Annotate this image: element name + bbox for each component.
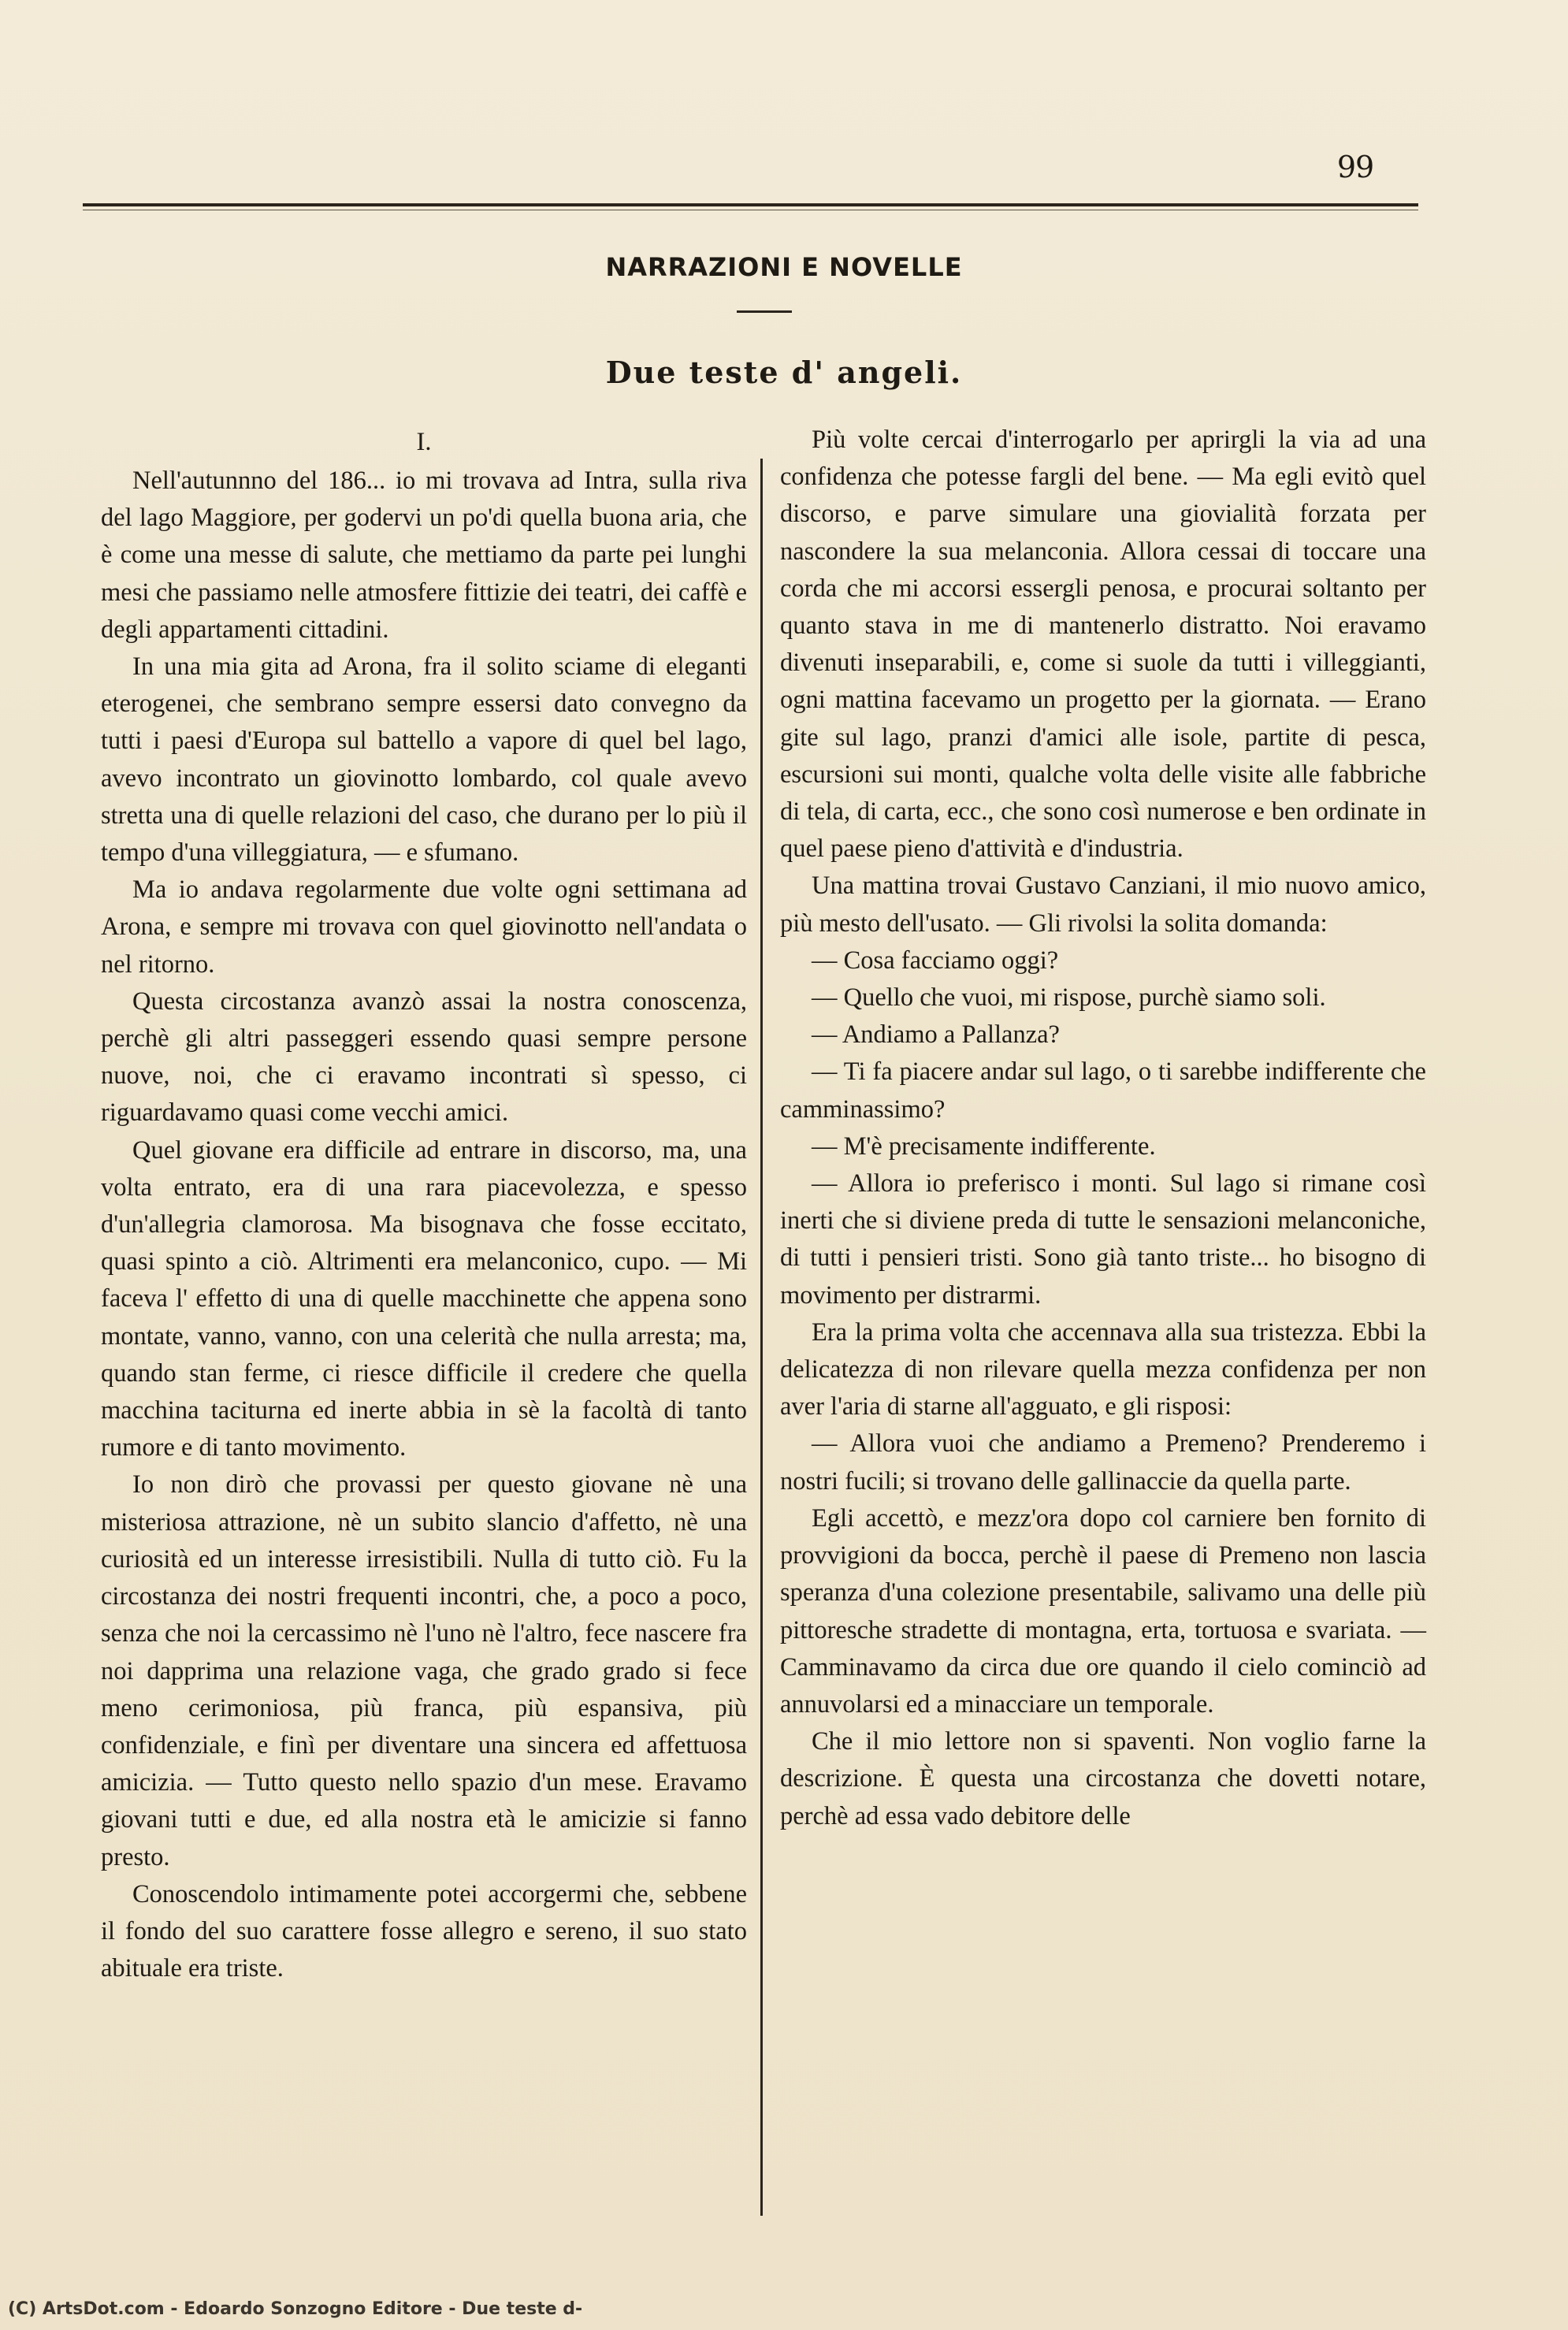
paragraph: Io non dirò che provassi per questo giovane nè una misteriosa attrazione, nè un subito slancio d'affetto, nè una curiosità ed un interesse irresistibili. Nulla di tutto ciò. Fu la circostanza dei nostri frequenti incontri, che, a poco a poco, senza che noi la cercassimo nè l'uno nè l'altro, fece nascere fra noi dapprima una relazione vaga, che grado grado si fece meno cerimoniosa, più franca, più espansiva, più confidenziale, e finì per diventare una sincera ed affettuosa amicizia. — Tutto questo nello spazio d'un mese. Eravamo giovani tutti e due, ed alla nostra età le amicizie si fanno presto. — [101, 1470, 747, 1871]
footer-credit: (C) ArtsDot.com - Edoardo Sonzogno Editore - Due teste d- — [8, 2299, 583, 2319]
paragraph: — M'è precisamente indifferente. — [812, 1132, 1156, 1161]
chapter-heading: I. — [416, 428, 432, 456]
paragraph: Questa circostanza avanzò assai la nostra conoscenza, perchè gli altri passeggeri essendo quasi sempre persone nuove, noi, che ci eravamo incontrati sì spesso, ci riguardavamo quasi come vecchi amici. — [101, 987, 747, 1128]
paragraph: Una mattina trovai Gustavo Canziani, il mio nuovo amico, più mesto dell'usato. — Gli rivolsi la solita domanda: — [780, 871, 1426, 938]
paragraph: Egli accettò, e mezz'ora dopo col carniere ben fornito di provvigioni da bocca, perchè il paese di Premeno non lascia speranza d'una colezione presentabile, salivamo una delle più pittoresche stradette di montagna, erta, tortuosa e svariata. — Camminavamo da circa due ore quando il cielo cominciò ad annuvolarsi ed a minacciare un temporale. — [780, 1503, 1426, 1719]
story-title: Due teste d' angeli. — [605, 355, 963, 390]
paragraph: Che il mio lettore non si spaventi. Non voglio farne la descrizione. È questa una circostanza che dovetti notare, perchè ad essa vado debitore delle — [780, 1727, 1426, 1830]
paragraph: — Ti fa piacere andar sul lago, o ti sarebbe indifferente che camminassimo? — [780, 1057, 1426, 1124]
page-number: 99 — [1336, 150, 1374, 184]
paragraph: Quel giovane era difficile ad entrare in discorso, ma, una volta entrato, era di una rara piacevolezza, e spesso d'un'allegria clamorosa. Ma bisognava che fosse eccitato, quasi spinto a ciò. Altrimenti era melanconico, cupo. — Mi faceva l' effetto di una di quelle macchinette che appena sono montate, vanno, vanno, con una celerità che nulla arresta; ma, quando stan ferme, ci riesce difficile il credere che quella macchina taciturna ed inerte abbia in sè la facoltà di tanto rumore e di tanto movimento. — [101, 1135, 747, 1462]
paragraph: Era la prima volta che accennava alla sua tristezza. Ebbi la delicatezza di non rilevare quella mezza confidenza per non aver l'aria di starne all'agguato, e gli risposi: — [780, 1317, 1426, 1421]
paragraph: Più volte cercai d'interrogarlo per aprirgli la via ad una confidenza che potesse fargli del bene. — Ma egli evitò quel discorso, e parve simulare una giovialità forzata per nascondere la sua melanconia. Allora cessai di toccare una corda che mi accorsi essergli penosa, e procurai soltanto per quanto stava in me di mantenerlo distratto. Noi eravamo divenuti inseparabili, e, come si suole da tutti i villeggianti, ogni mattina facevamo un progetto per la giornata. — Erano gite sul lago, pranzi d'amici alle isole, partite di pesca, escursioni sui monti, qualche volta delle visite alle fabbriche di tela, di carta, ecc., che sono così numerose e ben ordinate in quel paese pieno d'attività e d'industria. — [780, 425, 1426, 864]
paragraph: — Cosa facciamo oggi? — [812, 946, 1059, 975]
column-divider — [760, 459, 763, 2216]
header-rule — [83, 203, 1418, 206]
paragraph: Conoscendolo intimamente potei accorgermi che, sebbene il fondo del suo carattere fosse allegro e sereno, il suo stato abituale era triste. — [101, 1879, 747, 1983]
paragraph: — Allora vuoi che andiamo a Premeno? Prenderemo i nostri fucili; si trovano delle gallinaccie da quella parte. — [780, 1429, 1426, 1496]
paragraph: Nell'autunnno del 186... io mi trovava ad Intra, sulla riva del lago Maggiore, per godervi un po'di quella buona aria, che è come una messe di salute, che mettiamo da parte pei lunghi mesi che passiamo nelle atmosfere fittizie dei teatri, dei caffè e degli appartamenti cittadini. — [101, 466, 747, 644]
paragraph: — Quello che vuoi, mi rispose, purchè siamo soli. — [812, 983, 1326, 1013]
section-title: NARRAZIONI E NOVELLE — [605, 252, 963, 282]
paragraph: — Allora io preferisco i monti. Sul lago si rimane così inerti che si diviene preda di tutte le sensazioni melanconiche, di tutti i pensieri tristi. Sono già tanto triste... ho bisogno di movimento per distrarmi. — [780, 1169, 1426, 1310]
paragraph: In una mia gita ad Arona, fra il solito sciame di eleganti eterogenei, che sembrano sempre essersi dato convegno da tutti i paesi d'Europa sul battello a vapore di quel bel lago, avevo incontrato un giovinotto lombardo, col quale avevo stretta una di quelle relazioni del caso, che durano per lo più il tempo d'una villeggiatura, — e sfumano. — [101, 652, 747, 868]
left-column — [101, 422, 747, 1987]
title-divider — [737, 310, 792, 313]
right-column — [780, 422, 1426, 1835]
paragraph: Ma io andava regolarmente due volte ogni settimana ad Arona, e sempre mi trovava con quel giovinotto nell'andata o nel ritorno. — [101, 875, 747, 979]
paragraph: — Andiamo a Pallanza? — [812, 1020, 1060, 1050]
